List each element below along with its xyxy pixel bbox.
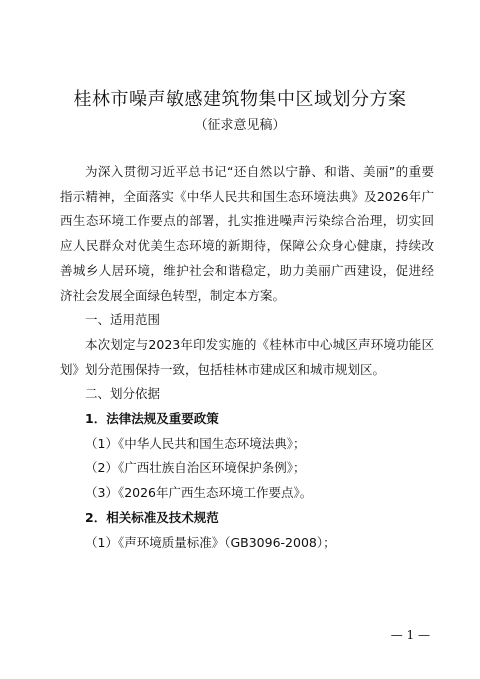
subheading-laws: 1．法律法规及重要政策: [85, 411, 219, 427]
document-title: 桂林市噪声敏感建筑物集中区域划分方案: [73, 89, 407, 110]
list-item: （1）《中华人民共和国生态环境法典》；: [85, 435, 306, 451]
list-item: （3）《2026年广西生态环境工作要点》。: [85, 485, 313, 501]
intro-paragraph: 为深入贯彻习近平总书记“还自然以宁静、和谐、美丽”的重要指示精神，全面落实《中华人民共和国生态环境法典》及2026年广西生态环境工作要点的部署，扎实推进噪声污染综合治理，切实回应人民群众对优美生态环境的新期待，保障公众身心健康，持续改善城乡人居环境，维护社会和谐稳定，助力美丽广西建设，促进经济社会发展全面绿色转型，制定本方案。: [60, 164, 434, 303]
list-item: （2）《广西壮族自治区环境保护条例》；: [85, 460, 306, 476]
list-item: （1）《声环境质量标准》（GB3096-2008）；: [85, 534, 336, 550]
page-number: — 1 —: [390, 628, 430, 642]
subheading-standards: 2．相关标准及技术规范: [85, 509, 219, 525]
scope-paragraph: 本次划定与2023年印发实施的《桂林市中心城区声环境功能区划》划分范围保持一致，包括桂林市建成区和城市规划区。: [60, 336, 434, 377]
section-heading-basis: 二、划分依据: [85, 386, 161, 402]
document-body: [60, 160, 434, 555]
document-subtitle: （征求意见稿）: [194, 118, 286, 133]
section-heading-scope: 一、适用范围: [85, 312, 161, 328]
